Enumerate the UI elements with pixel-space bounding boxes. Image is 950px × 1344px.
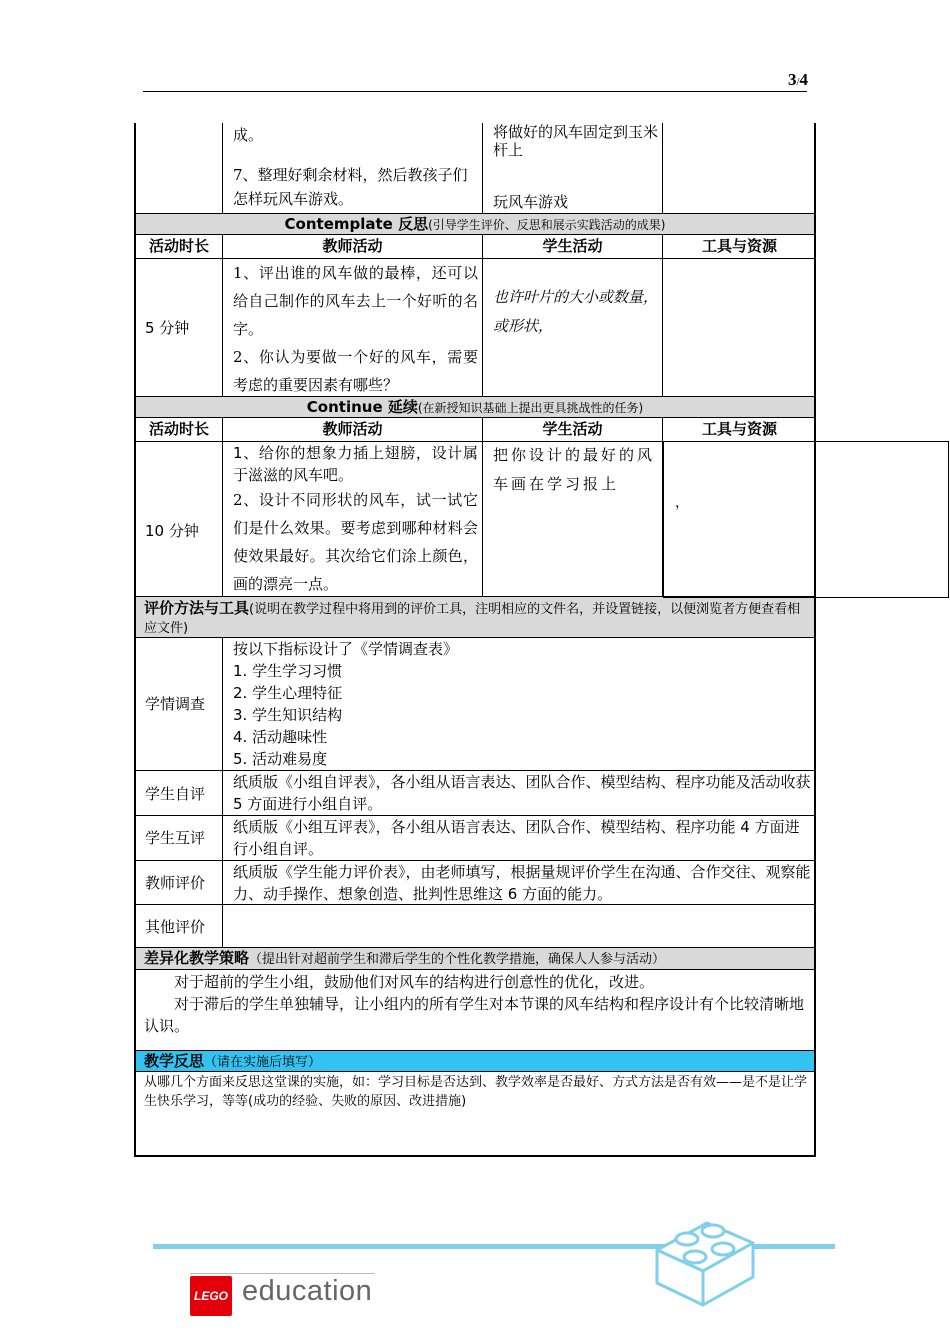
col-header-duration: 活动时长 <box>148 420 209 438</box>
self-eval-text: 纸质版《小组自评表》，各小组从语言表达、团队合作、模型结构、程序功能及活动收获 5 方面进行小组自评。 <box>233 773 811 813</box>
continue-teacher-cell <box>233 442 478 598</box>
peer-eval-label: 学生互评 <box>145 829 206 847</box>
contemplate-student-text: 也许叶片的大小或数量，或形状， <box>493 288 658 335</box>
continue-column-headers <box>136 418 814 441</box>
contemplate-column-headers <box>136 235 814 258</box>
teacher-eval-text: 纸质版《学生能力评价表》，由老师填写，根据量规评价学生在沟通、合作交往、观察能力、动手操作、想象创造、批判性思维这 6 方面的能力。 <box>233 863 811 903</box>
evaluation-section-header: 评价方法与工具(说明在教学过程中将用到的评价工具，注明相应的文件名，并设置链接，以便浏览者方便查看相应文件) <box>136 597 814 637</box>
differentiation-line: 对于滞后的学生单独辅导，让小组内的所有学生对本节课的风车结构和程序设计有个比较清晰地认识。 <box>144 995 805 1035</box>
contemplate-teacher-line: 2、你认为要做一个好的风车，需要考虑的重要因素有哪些？ <box>233 348 478 394</box>
survey-cell <box>233 638 813 770</box>
continue-duration: 10 分钟 <box>145 522 199 540</box>
other-eval-label: 其他评价 <box>145 918 206 936</box>
lego-brick-icon <box>645 1205 760 1315</box>
header-rule <box>143 91 807 92</box>
survey-label: 学情调查 <box>145 695 206 713</box>
prev-student-line: 将做好的风车固定到玉米杆上 <box>493 123 659 159</box>
col-header-tools: 工具与资源 <box>701 420 777 438</box>
prev-student-line: 玩风车游戏 <box>493 193 569 211</box>
reflection-body: 从哪几个方面来反思这堂课的实施，如：学习目标是否达到、教学效率是否最好、方式方法是否有效——是不是让学生快乐学习，等等(成功的经验、失败的原因、改进措施) <box>144 1075 808 1109</box>
continue-tools-text: ， <box>675 495 689 511</box>
col-header-teacher: 教师活动 <box>322 237 383 255</box>
continue-student-text: 把你设计的最好的风车画在学习报上 <box>493 446 656 493</box>
logo-rule <box>190 1273 374 1274</box>
prev-teacher-cell <box>233 123 478 211</box>
survey-item: 2. 学生心理特征 <box>233 684 343 702</box>
prev-student-cell <box>493 123 661 211</box>
overflow-tools-box <box>663 441 949 598</box>
continue-section-header: Continue 延续(在新授知识基础上提出更具挑战性的任务) <box>136 397 814 417</box>
differentiation-section-header: 差异化教学策略（提出针对超前学生和滞后学生的个性化教学措施，确保人人参与活动） <box>136 948 814 969</box>
survey-intro: 按以下指标设计了《学情调查表》 <box>233 640 459 658</box>
differentiation-line: 对于超前的学生小组，鼓励他们对风车的结构进行创意性的优化，改进。 <box>174 973 655 991</box>
col-header-tools: 工具与资源 <box>701 237 777 255</box>
self-eval-label: 学生自评 <box>145 785 206 803</box>
peer-eval-text: 纸质版《小组互评表》，各小组从语言表达、团队合作、模型结构、程序功能 4 方面进行小组自评。 <box>233 818 800 858</box>
education-wordmark: education <box>242 1275 373 1307</box>
survey-item: 1. 学生学习习惯 <box>233 662 343 680</box>
prev-teacher-line: 7、整理好剩余材料，然后教孩子们怎样玩风车游戏。 <box>233 166 468 208</box>
col-header-duration: 活动时长 <box>148 237 209 255</box>
col-header-student: 学生活动 <box>542 237 603 255</box>
contemplate-duration: 5 分钟 <box>145 319 190 337</box>
page-number: 3/4 <box>787 70 808 89</box>
continue-teacher-line: 1、给你的想象力插上翅膀，设计属于滋滋的风车吧。 <box>233 444 478 484</box>
contemplate-teacher-cell <box>233 259 478 399</box>
reflection-section-header: 教学反思（请在实施后填写） <box>136 1051 814 1071</box>
teacher-eval-label: 教师评价 <box>145 874 206 892</box>
differentiation-body <box>144 971 810 1037</box>
prev-teacher-line: 成。 <box>233 126 264 144</box>
survey-item: 3. 学生知识结构 <box>233 706 343 724</box>
lego-logo: LEGO <box>190 1276 232 1316</box>
survey-item: 5. 活动难易度 <box>233 750 328 768</box>
survey-item: 4. 活动趣味性 <box>233 728 328 746</box>
contemplate-teacher-line: 1、评出谁的风车做的最棒，还可以给自己制作的风车去上一个好听的名字。 <box>233 264 478 338</box>
col-header-student: 学生活动 <box>542 420 603 438</box>
continue-teacher-line: 2、设计不同形状的风车，试一试它们是什么效果。要考虑到哪种材料会使效果最好。其次给它们涂上颜色，画的漂亮一点。 <box>233 491 478 593</box>
contemplate-section-header: Contemplate 反思(引导学生评价、反思和展示实践活动的成果) <box>136 214 814 234</box>
col-header-teacher: 教师活动 <box>322 420 383 438</box>
lesson-table <box>134 123 816 1157</box>
